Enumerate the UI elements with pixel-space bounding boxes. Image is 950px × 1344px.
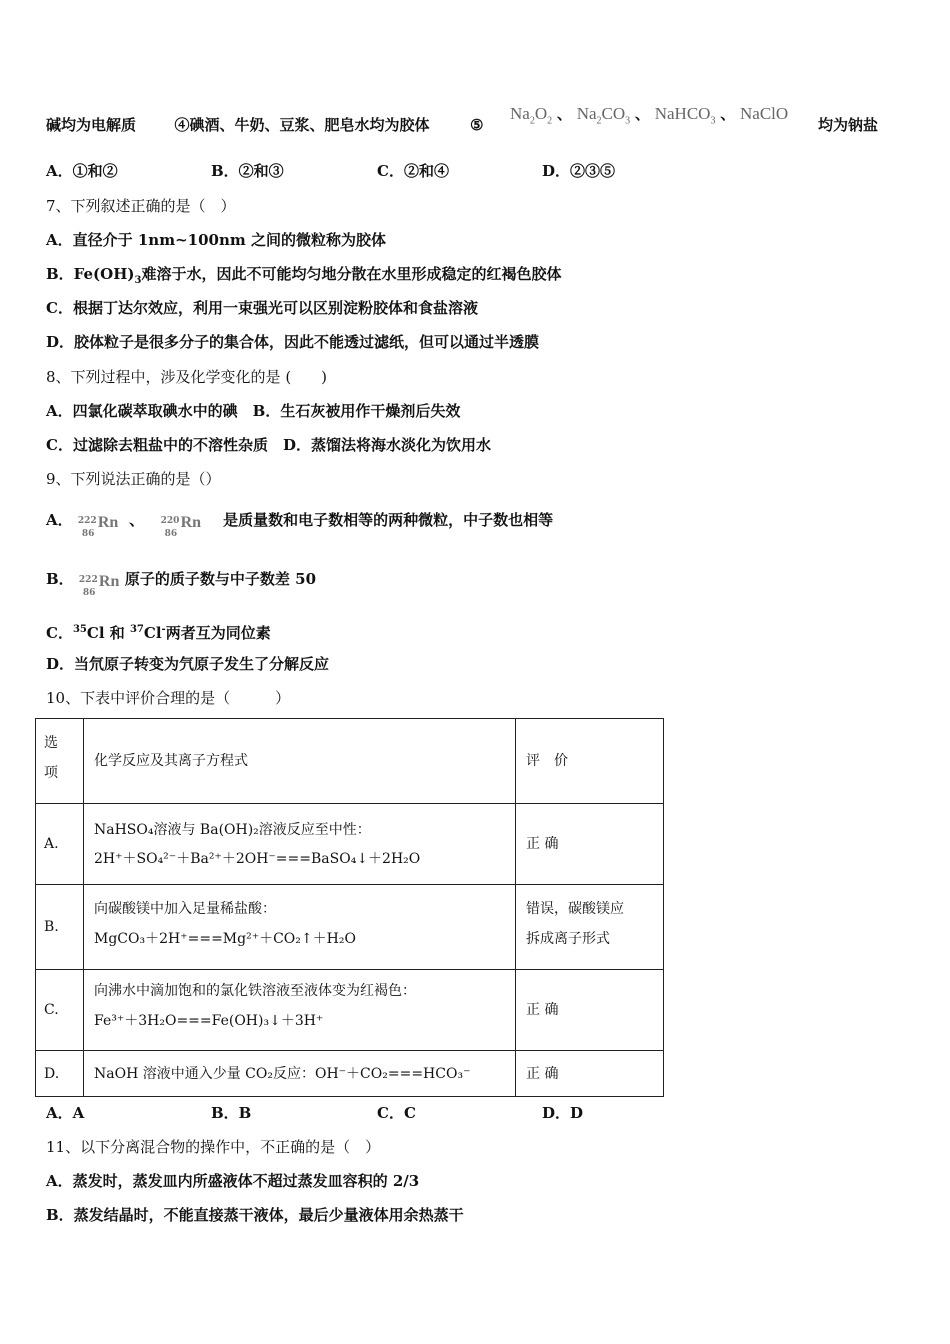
row-d-option: D. [36,1051,84,1097]
sep-3: 、 [720,105,736,123]
table-header-row [36,719,664,804]
header-option: 选 项 [36,719,84,804]
q9-option-a [46,505,554,539]
row-d-reaction: NaOH 溶液中通入少量 CO₂反应：OH⁻＋CO₂===HCO₃⁻ [84,1051,516,1097]
isotope-rn222-b: 222 86 Rn [78,573,120,598]
q6-option-c: C．②和④ [377,162,449,180]
q7-stem: 7、下列叙述正确的是（ ） [46,197,236,215]
q6-statement-line [46,115,483,135]
row-b-option: B. [36,885,84,970]
row-c-option: C. [36,970,84,1051]
row-a-option: A. [36,804,84,885]
q10-option-d: D．D [542,1104,584,1122]
q8-stem: 8、下列过程中，涉及化学变化的是 ( ) [46,368,328,386]
row-d-evaluation: 正 确 [516,1051,664,1097]
q7-option-b [46,264,561,291]
q10-option-b: B．B [211,1104,252,1122]
row-c-evaluation: 正 确 [516,970,664,1051]
row-b-reaction: 向碳酸镁中加入足量稀盐酸： MgCO₃＋2H⁺===Mg²⁺＋CO₂↑＋H₂O [84,885,516,970]
q6-tail: 均为钠盐 [818,116,879,134]
q7-b-pre: B．Fe(OH) [46,265,135,283]
q6-option-d: D．②③⑤ [542,162,616,180]
formula-naclo: NaClO [740,104,789,123]
formula-na2co3: $Na_2CO_3$ [576,104,631,127]
q9-option-c: C．$^{35}$Cl 和 $^{37}$Cl-两者互为同位素 [46,624,271,642]
q9-b-label: B． [46,570,74,588]
formula-nahco3: NaHCO$_3$ [654,104,716,127]
row-a-evaluation: 正 确 [516,804,664,885]
q9-a-text: 是质量数和电子数相等的两种微粒，中子数也相等 [223,511,554,529]
row-a-reaction: NaHSO₄溶液与 Ba(OH)₂溶液反应至中性： 2H⁺＋SO₄²⁻＋Ba²⁺＋2OH⁻===BaSO₄↓＋2H₂O [84,804,516,885]
q7-option-c: C．根据丁达尔效应，利用一束强光可以区别淀粉胶体和食盐溶液 [46,299,478,317]
header-reaction: 化学反应及其离子方程式 [84,719,516,804]
q6-text-b: ④碘酒、牛奶、豆浆、肥皂水均为胶体 [174,116,430,134]
q9-option-b [46,564,317,598]
q6-text-c: ⑤ [469,116,484,134]
isotope-rn222: 222 86 Rn [77,514,119,539]
sep-1: 、 [556,105,572,123]
sep-2: 、 [634,105,650,123]
table-row [36,1051,664,1097]
formula-na2o2: $Na_2O_2$ [510,104,553,127]
q10-option-a: A．A [46,1104,85,1122]
q7-b-sub: 3 [134,275,142,286]
sodium-salts-formulas [510,104,788,131]
q9-option-d: D．当氘原子转变为氕原子发生了分解反应 [46,655,330,673]
q6-option-b: B．②和③ [211,162,284,180]
table-row [36,885,664,970]
q7-option-d: D．胶体粒子是很多分子的集合体，因此不能透过滤纸，但可以通过半透膜 [46,333,540,351]
q9-a-sep: 、 [129,511,145,529]
row-c-reaction: 向沸水中滴加饱和的氯化铁溶液至液体变为红褐色： Fe³⁺＋3H₂O===Fe(OH)₃↓＋3H⁺ [84,970,516,1051]
q8-options-ab: A．四氯化碳萃取碘水中的碘 B．生石灰被用作干燥剂后失效 [46,402,461,420]
q9-b-text: 原子的质子数与中子数差 50 [124,570,317,588]
isotope-rn220: 220 86 Rn [160,514,202,539]
row-b-evaluation: 错误，碳酸镁应 拆成离子形式 [516,885,664,970]
header-evaluation: 评 价 [516,719,664,804]
q10-stem: 10、下表中评价合理的是（ ） [46,689,291,707]
q9-a-label: A． [46,511,73,529]
q11-option-a: A．蒸发时，蒸发皿内所盛液体不超过蒸发皿容积的 2/3 [46,1172,420,1190]
q11-stem: 11、以下分离混合物的操作中，不正确的是（ ） [46,1138,381,1156]
q7-b-post: 难溶于水，因此不可能均匀地分散在水里形成稳定的红褐色胶体 [141,265,562,283]
q6-option-a: A．①和② [46,162,118,180]
q6-text-a: 碱均为电解质 [46,116,137,134]
q10-table [35,718,664,1097]
q11-option-b: B．蒸发结晶时，不能直接蒸干液体，最后少量液体用余热蒸干 [46,1206,464,1224]
q7-option-a: A．直径介于 1nm~100nm 之间的微粒称为胶体 [46,231,386,249]
table-row [36,804,664,885]
q8-options-cd: C．过滤除去粗盐中的不溶性杂质 D．蒸馏法将海水淡化为饮用水 [46,436,491,454]
q9-stem: 9、下列说法正确的是（） [46,470,221,488]
table-row [36,970,664,1051]
q10-option-c: C．C [377,1104,416,1122]
